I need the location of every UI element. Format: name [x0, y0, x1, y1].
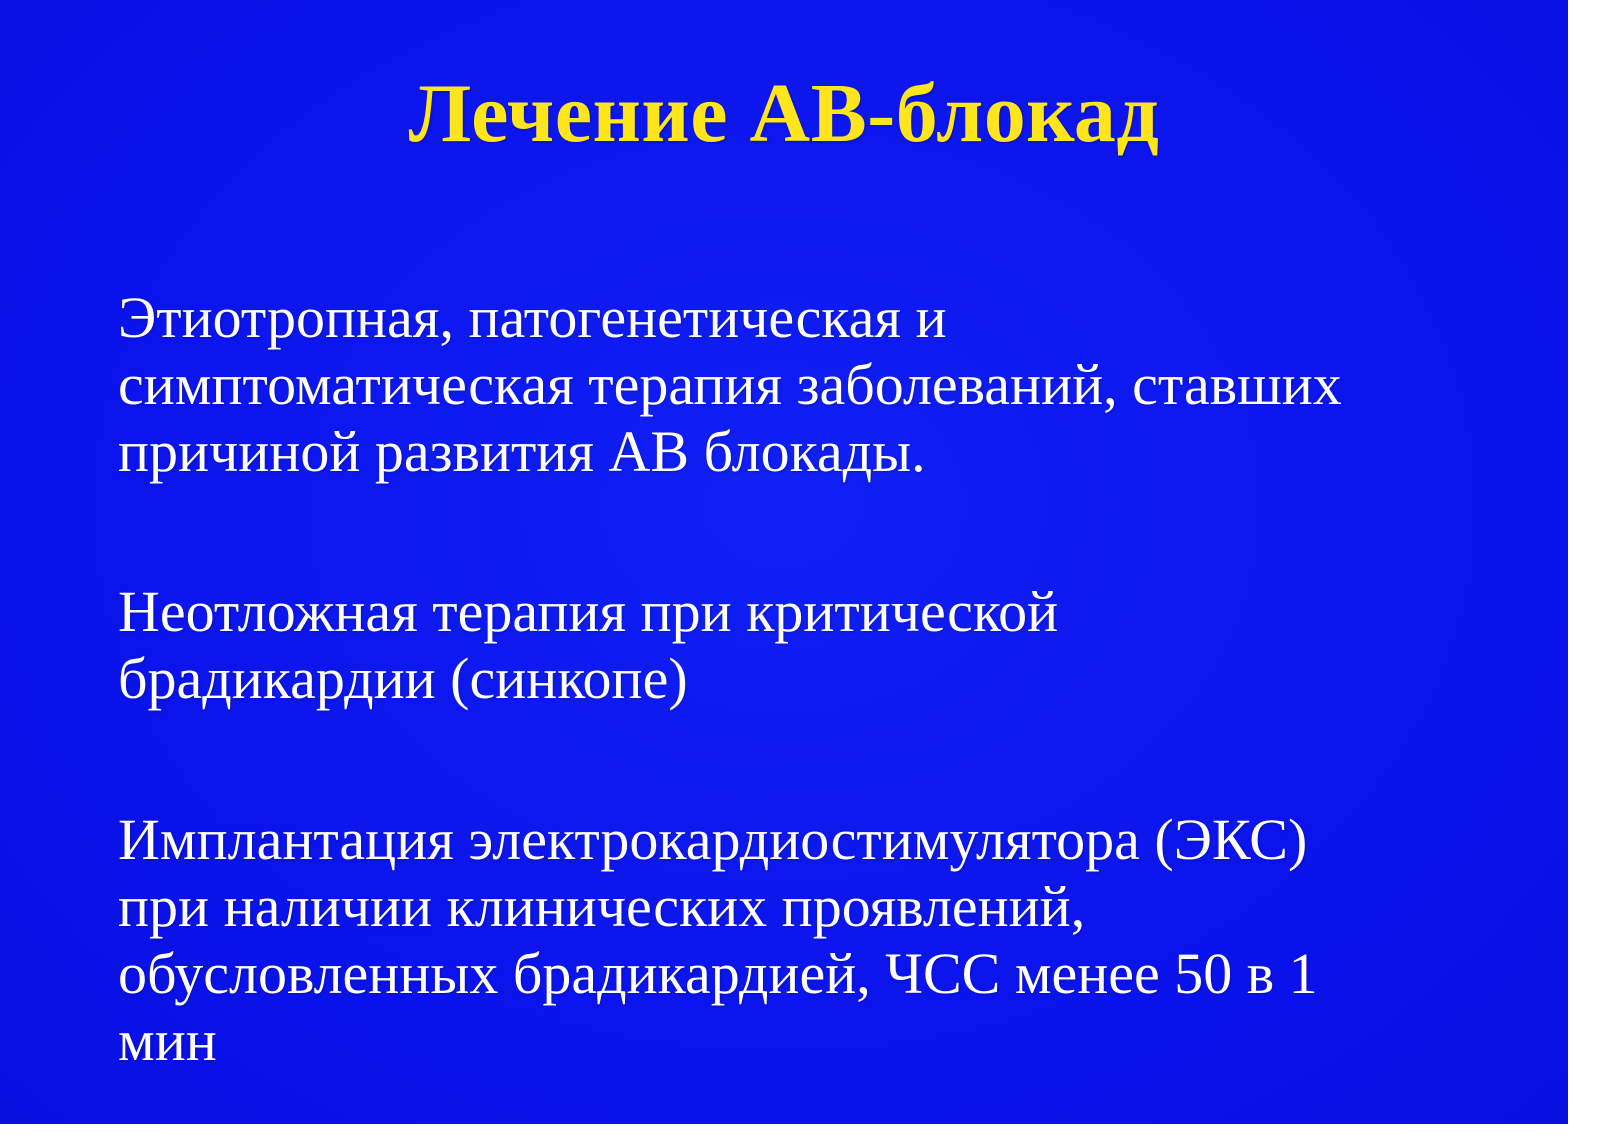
paragraph-etiotropic-therapy: Этиотропная, патогенетическая и симптоматическая терапия заболеваний, ставших причиной развития АВ блокады.: [118, 285, 1342, 484]
bottom-margin: [0, 1124, 1601, 1147]
right-margin: [1568, 0, 1601, 1147]
slide-title: Лечение АВ-блокад: [408, 67, 1160, 160]
paragraph-pacemaker-implantation: Имплантация электрокардиостимулятора (ЭКС) при наличии клинических проявлений, обусловленных брадикардией, ЧСС менее 50 в 1 мин: [118, 807, 1318, 1073]
paragraph-emergency-therapy: Неотложная терапия при критической брадикардии (синкопе): [118, 579, 1059, 711]
